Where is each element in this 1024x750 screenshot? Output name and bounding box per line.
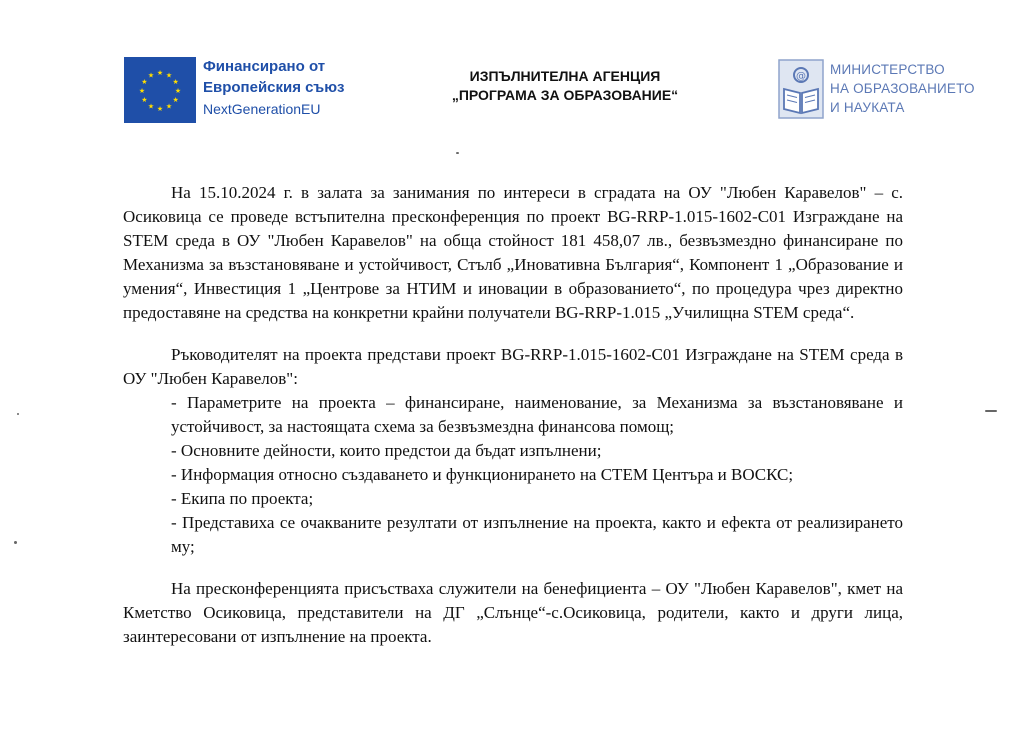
paragraph-attendees: На пресконференцията присъстваха служители на бенефициента – ОУ "Любен Каравелов", кмет на Кметство Осиковица, представители на ДГ „Слънце“-с.Осиковица, родители, както и други лица, заинтересовани от изпълнение на проекта. (123, 579, 903, 646)
paragraph-project-leader: Ръководителят на проекта представи проект BG-RRP-1.015-1602-C01 Изграждане на STEM среда в ОУ "Любен Каравелов": (123, 345, 903, 388)
svg-text:★: ★ (174, 87, 182, 95)
document-body (123, 181, 903, 667)
svg-text:★: ★ (165, 102, 173, 111)
book-icon (778, 59, 824, 119)
svg-text:★: ★ (141, 96, 148, 104)
svg-text:★: ★ (172, 78, 179, 86)
agency-title (440, 67, 690, 105)
list-item: - Параметрите на проекта – финансиране, наименование, за Механизма за възстановяване и устойчивост, за настоящата схема за безвъзмездна финансова помощ; (171, 393, 903, 436)
svg-text:★: ★ (141, 78, 148, 86)
scan-speck (456, 152, 459, 154)
paragraph-press-conference: На 15.10.2024 г. в залата за занимания по интереси в сградата на ОУ "Любен Каравелов" – с. Осиковица се проведе встъпителна пресконференция по проект BG-RRP-1.015-1602-C01 Изграждане на STEM среда в ОУ "Любен Каравелов" на обща стойност 181 458,07 лв., безвъзмездно финансиране по Механизма за възстановяване и устойчивост, Стълб „Иновативна България“, Компонент 1 „Образование и умения“, Инвестиция 1 „Центрове за НТИМ и иновации в образованието“, по процедура чрез директно предоставяне на средства на конкретни крайни получатели BG-RRP-1.015 „Училищна STEM среда“. (123, 183, 903, 322)
ministry-line-3: И НАУКАТА (830, 100, 905, 115)
ministry-line-2: НА ОБРАЗОВАНИЕТО (830, 81, 975, 96)
svg-text:★: ★ (156, 69, 164, 77)
svg-text:★: ★ (165, 71, 173, 80)
svg-text:★: ★ (138, 87, 146, 95)
agency-line-1: ИЗПЪЛНИТЕЛНА АГЕНЦИЯ (469, 68, 661, 84)
svg-text:@: @ (796, 71, 806, 82)
svg-text:★: ★ (147, 102, 155, 111)
eu-stars-icon (124, 57, 196, 123)
eu-funding-label (203, 56, 403, 120)
scan-speck (985, 410, 997, 412)
list-item: - Информация относно създаването и функционирането на СТЕМ Центъра и ВОСКС; (171, 465, 794, 484)
scan-speck (17, 413, 19, 415)
ministry-label (830, 60, 1000, 117)
agency-line-2: „ПРОГРАМА ЗА ОБРАЗОВАНИЕ“ (451, 87, 679, 103)
svg-text:★: ★ (156, 105, 164, 113)
page-header (0, 0, 1024, 150)
list-item: - Основните дейности, които предстои да бъдат изпълнени; (171, 441, 602, 460)
eu-line-2: Европейския съюз (203, 79, 345, 96)
svg-text:★: ★ (172, 96, 179, 104)
eu-line-3: NextGenerationEU (203, 101, 321, 117)
list-item: - Представиха се очакваните резултати от изпълнение на проекта, както и ефекта от реализирането му; (171, 513, 903, 556)
ministry-book-logo (778, 59, 824, 119)
eu-flag-logo (124, 57, 196, 123)
ministry-line-1: МИНИСТЕРСТВО (830, 62, 945, 77)
list-item: - Екипа по проекта; (171, 489, 314, 508)
eu-line-1: Финансирано от (203, 58, 326, 75)
svg-text:★: ★ (147, 71, 155, 80)
scan-speck (14, 541, 17, 544)
